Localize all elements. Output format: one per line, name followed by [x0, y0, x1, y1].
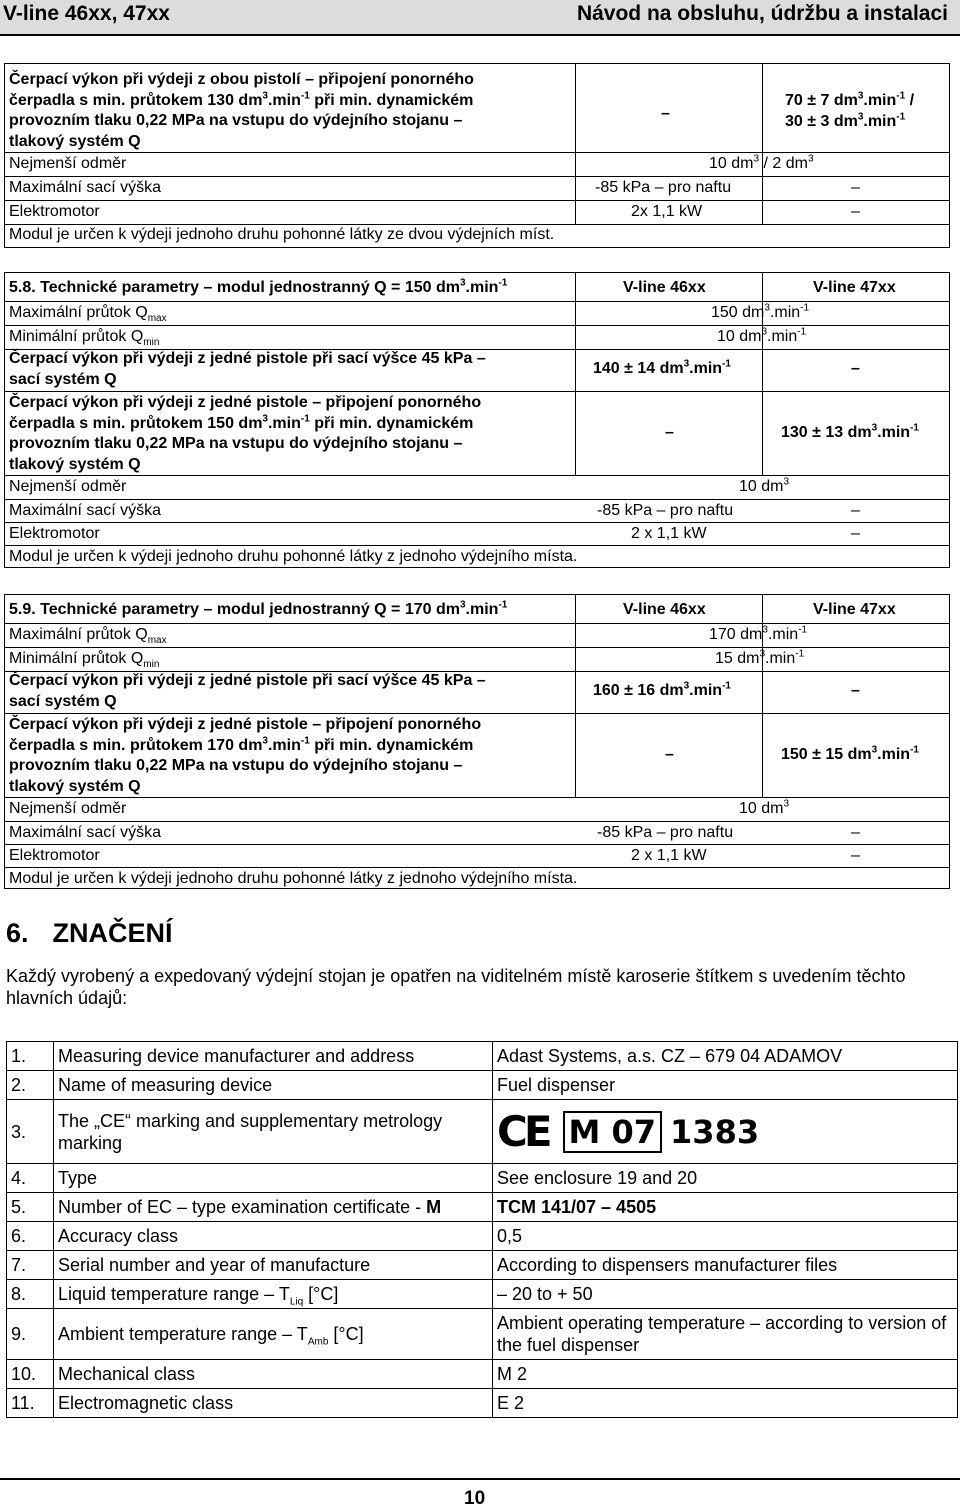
top-row2-value: 10 $dm^3 / 2$ $dm^3$	[709, 153, 814, 172]
pressure-dash: –	[665, 746, 674, 763]
top-row3-value: -85 kPa – pro naftu	[595, 179, 732, 196]
motor-label: Elektromotor	[9, 525, 100, 542]
table-row: 3. The „CE“ marking and supplementary metrology marking CE M 07 1383	[7, 1100, 958, 1164]
motor-dash: –	[851, 525, 860, 542]
qmax-value: 170 $dm^3.\min^{-1}$	[709, 624, 808, 643]
motor-value: 2 x 1,1 kW	[631, 847, 707, 864]
qmin-value: 15 $dm^3.\min^{-1}$	[715, 648, 805, 667]
section-6-heading: 6. ZNAČENÍ	[6, 918, 173, 948]
pressure-label: Čerpací výkon při výdeji z jedné pistole – připojení ponorného čerpadla s min. průtokem 150 $dm^3.\min^{-1}$ při min. dynamickém provozním tlaku 0,22 MPa na vstupu do výdejního stojanu – tlakový systém Q	[9, 394, 482, 473]
qmin-value: 10 $dm^3.\min^{-1}$	[717, 326, 807, 345]
odmer-value: 10 $dm^3$	[739, 476, 790, 495]
suction-label: Čerpací výkon při výdeji z jedné pistole při sací výšce 45 kPa – sací systém Q	[9, 672, 486, 710]
top-row3-dash: –	[851, 179, 860, 196]
metrology-mark: M 07	[563, 1111, 663, 1153]
pressure-value: 130 ± 13 $dm^3.\min^{-1}$	[781, 422, 919, 441]
suction-height-dash: –	[851, 502, 860, 519]
odmer-label: Nejmenší odměr	[9, 478, 127, 495]
ce-marking	[493, 1100, 958, 1164]
qmin-label: Minimální průtok $Q_{min}$	[9, 650, 160, 671]
top-row2-label: Nejmenší odměr	[9, 155, 127, 172]
section-5-9-title: 5.9. Technické parametry – modul jednostranný Q = 170 $dm^3.\min^{-1}$	[9, 599, 508, 618]
col-header-47xx: V-line 47xx	[813, 279, 896, 296]
top-row5-note: Modul je určen k výdeji jednoho druhu pohonné látky ze dvou výdejních míst.	[9, 226, 555, 243]
marking-table	[6, 1041, 958, 1418]
qmax-label: Maximální průtok $Q_{max}$	[9, 626, 167, 647]
col-header-47xx: V-line 47xx	[813, 601, 896, 618]
suction-height-dash: –	[851, 824, 860, 841]
top-row1-text: Čerpací výkon při výdeji z obou pistolí – připojení ponorného čerpadla s min. průtokem 130 $dm^3.\min^{-1}$ při min. dynamickém provozním tlaku 0,22 MPa na vstupu do výdejního stojanu – tlakový systém Q	[9, 71, 474, 150]
qmax-label: Maximální průtok $Q_{max}$	[9, 304, 167, 325]
suction-height-label: Maximální sací výška	[9, 502, 162, 519]
suction-dash: –	[851, 360, 860, 377]
table-row: 1. Measuring device manufacturer and address Adast Systems, a.s. CZ – 679 04 ADAMOV	[7, 1042, 958, 1071]
page-header	[0, 0, 960, 36]
suction-height-label: Maximální sací výška	[9, 824, 162, 841]
top-params-box	[4, 63, 950, 248]
footer-rule	[0, 1478, 960, 1480]
table-row: 9. Ambient temperature range – $T_{Amb}$ [°C] Ambient operating temperature – according to version of the fuel dispenser	[7, 1309, 958, 1360]
section-5-8-table	[4, 272, 950, 568]
suction-height-value: -85 kPa – pro naftu	[597, 502, 734, 519]
page-number: 10	[464, 1488, 486, 1509]
header-model: V-line 46xx, 47xx	[3, 2, 170, 25]
motor-value: 2 x 1,1 kW	[631, 525, 707, 542]
table-row: 6. Accuracy class 0,5	[7, 1222, 958, 1251]
motor-dash: –	[851, 847, 860, 864]
col-header-46xx: V-line 46xx	[623, 601, 706, 618]
suction-label: Čerpací výkon při výdeji z jedné pistole při sací výšce 45 kPa – sací systém Q	[9, 350, 486, 388]
ce-logo: CE	[497, 1106, 549, 1156]
top-row4-dash: –	[851, 203, 860, 220]
table-row: 10. Mechanical class M 2	[7, 1360, 958, 1389]
section-5-9-table	[4, 594, 950, 889]
suction-value: 160 ± 16 $dm^3.\min^{-1}$	[593, 680, 731, 699]
odmer-label: Nejmenší odměr	[9, 800, 127, 817]
section-5-9-note: Modul je určen k výdeji jednoho druhu pohonné látky z jednoho výdejního místa.	[9, 870, 578, 887]
top-row3-label: Maximální sací výška	[9, 179, 162, 196]
table-row: 8. Liquid temperature range – $T_{Liq}$ [°C] – 20 to + 50	[7, 1280, 958, 1309]
motor-label: Elektromotor	[9, 847, 100, 864]
table-row: 5. Number of EC – type examination certificate - M TCM 141/07 – 4505	[7, 1193, 958, 1222]
table-row: 4. Type See enclosure 19 and 20	[7, 1164, 958, 1193]
pressure-value: 150 ± 15 $dm^3.\min^{-1}$	[781, 744, 919, 763]
header-doc-title: Návod na obsluhu, údržbu a instalaci	[576, 2, 948, 25]
notified-body-number: 1383	[670, 1112, 760, 1151]
top-row4-value: 2x 1,1 kW	[631, 203, 703, 220]
suction-dash: –	[851, 682, 860, 699]
suction-value: 140 ± 14 $dm^3.\min^{-1}$	[593, 358, 731, 377]
table-row: 11. Electromagnetic class E 2	[7, 1389, 958, 1418]
qmax-value: 150 $dm^3.\min^{-1}$	[711, 302, 810, 321]
pressure-label: Čerpací výkon při výdeji z jedné pistole – připojení ponorného čerpadla s min. průtokem 170 $dm^3.\min^{-1}$ při min. dynamickém provozním tlaku 0,22 MPa na vstupu do výdejního stojanu – tlakový systém Q	[9, 716, 482, 795]
table-row: 2. Name of measuring device Fuel dispenser	[7, 1071, 958, 1100]
table-row: 7. Serial number and year of manufacture According to dispensers manufacturer files	[7, 1251, 958, 1280]
pressure-dash: –	[665, 424, 674, 441]
section-5-8-title: 5.8. Technické parametry – modul jednostranný Q = 150 $dm^3.\min^{-1}$	[9, 277, 508, 296]
top-row4-label: Elektromotor	[9, 203, 100, 220]
col-header-46xx: V-line 46xx	[623, 279, 706, 296]
qmin-label: Minimální průtok $Q_{min}$	[9, 328, 160, 349]
section-5-8-note: Modul je určen k výdeji jednoho druhu pohonné látky z jednoho výdejního místa.	[9, 548, 578, 565]
section-6-intro: Každý vyrobený a expedovaný výdejní stojan je opatřen na viditelném místě karoserie štítkem s uvedením těchto hlavních údajů:	[6, 966, 906, 1008]
top-row1-value: 70 ± 7 $dm^3.\min^{-1}$ / 30 ± 3 $dm^3.\min^{-1}$	[785, 90, 915, 130]
odmer-value: 10 $dm^3$	[739, 798, 790, 817]
suction-height-value: -85 kPa – pro naftu	[597, 824, 734, 841]
top-row1-dash: –	[661, 105, 670, 122]
